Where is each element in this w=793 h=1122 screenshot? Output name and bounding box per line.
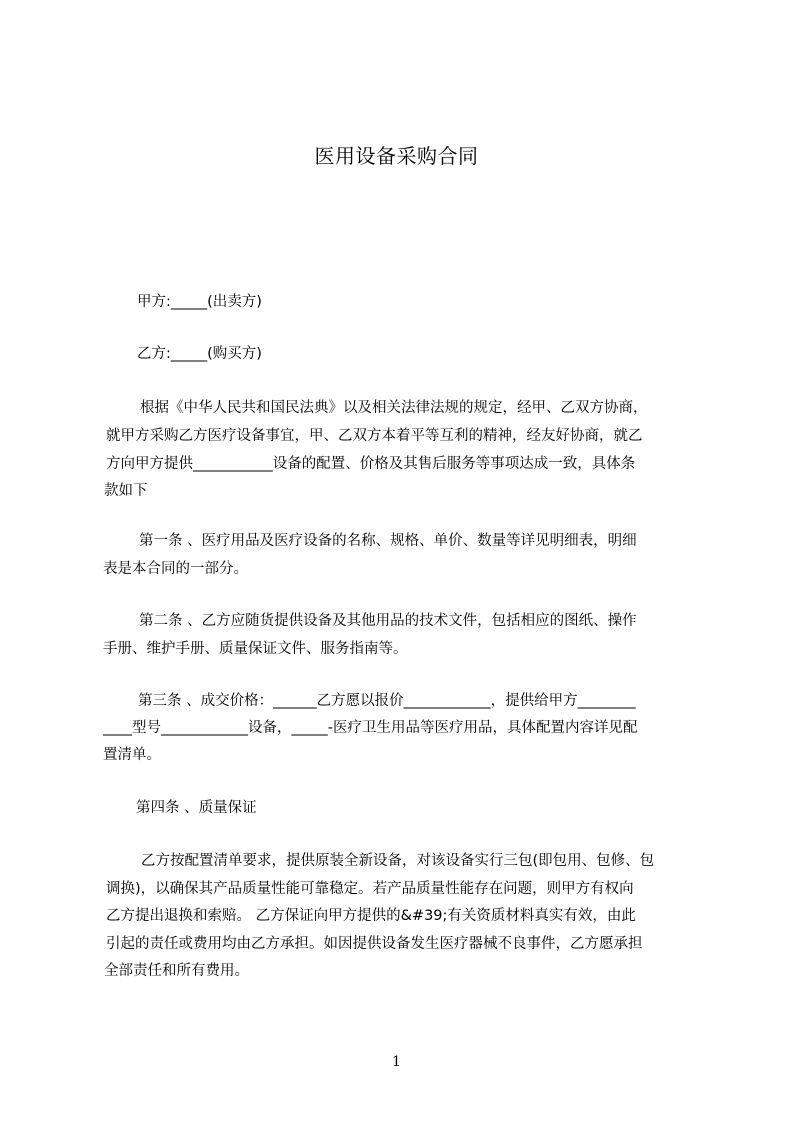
article-4-line: 调换)，以确保其产品质量性能可靠稳定。若产品质量性能存在问题，则甲方有权向 [106, 881, 634, 897]
article-4-line: 乙方按配置清单要求，提供原装全新设备，对该设备实行三包(即包用、包修、包 [141, 853, 655, 869]
article-3-line: 置清单。 [103, 747, 161, 763]
article-1-line: 表是本合同的一部分。 [103, 561, 248, 577]
preamble-line: 就甲方采购乙方医疗设备事宜，甲、乙双方本着平等互利的精神，经友好协商，就乙 [106, 428, 643, 444]
article-4-line: 乙方提出退换和索赔。 乙方保证向甲方提供的&#39;有关资质材料真实有效，由此 [106, 908, 636, 924]
page-title: 医用设备采购合同 [314, 144, 479, 168]
preamble-line: 方向甲方提供___________设备的配置、价格及其售后服务等事项达成一致，具体条 [106, 456, 636, 472]
page-number: 1 [392, 1054, 401, 1070]
article-3-line: 第三条 、成交价格：______乙方愿以报价____________，提供给甲方________ [138, 693, 636, 709]
preamble-line: 根据《中华人民共和国民法典》以及相关法律法规的规定，经甲、乙双方协商， [140, 400, 648, 416]
party-b-line: 乙方:_____(购买方) [137, 346, 262, 362]
article-4-line: 引起的责任或费用均由乙方承担。如因提供设备发生医疗器械不良事件，乙方愿承担 [106, 936, 643, 952]
article-4-line: 全部责任和所有费用。 [104, 963, 249, 979]
article-1-line: 第一条 、医疗用品及医疗设备的名称、规格、单价、数量等详见明细表，明细 [139, 533, 637, 549]
preamble-line: 款如下 [104, 483, 148, 499]
article-4-heading: 第四条 、质量保证 [136, 800, 257, 816]
article-2-line: 手册、维护手册、质量保证文件、服务指南等。 [103, 641, 408, 657]
article-3-line: ____型号____________设备，_____-医疗卫生用品等医疗用品，具体配置内容详见配 [103, 720, 638, 736]
article-2-line: 第二条 、乙方应随货提供设备及其他用品的技术文件，包括相应的图纸、操作 [139, 613, 637, 629]
party-a-line: 甲方:_____(出卖方) [137, 294, 262, 310]
